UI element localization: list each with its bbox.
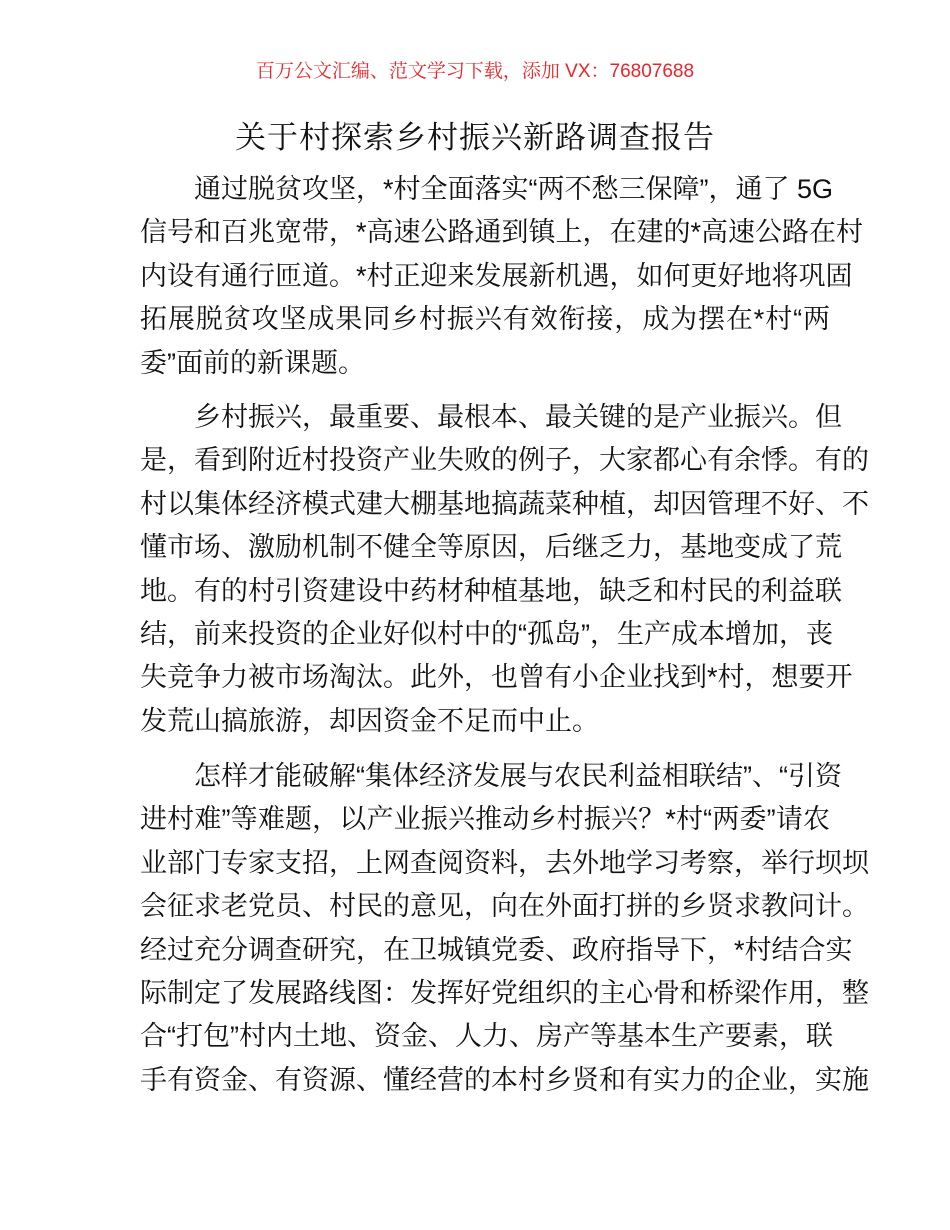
text-line: 际制定了发展路线图：发挥好党组织的主心骨和桥梁作用，整 bbox=[140, 977, 869, 1008]
text-line: 业部门专家支招，上网查阅资料，去外地学习考察，举行坝坝 bbox=[140, 847, 869, 878]
text-line: 村以集体经济模式建大棚基地搞蔬菜种植，却因管理不好、不 bbox=[140, 488, 869, 519]
text-line: 失竞争力被市场淘汰。此外，也曾有小企业找到*村，想要开 bbox=[140, 662, 853, 693]
text-line: 结，前来投资的企业好似村中的“孤岛”，生产成本增加，丧 bbox=[140, 618, 833, 649]
text-line: 懂市场、激励机制不健全等原因，后继乏力，基地变成了荒 bbox=[140, 532, 842, 563]
text-line: 拓展脱贫攻坚成果同乡村振兴有效衔接，成为摆在*村“两 bbox=[140, 304, 830, 335]
paragraph-2 bbox=[140, 396, 869, 743]
paragraph-3 bbox=[140, 755, 869, 1102]
text-line: 发荒山搞旅游，却因资金不足而中止。 bbox=[140, 705, 599, 736]
text-line: 乡村振兴，最重要、最根本、最关键的是产业振兴。但 bbox=[194, 402, 842, 432]
paragraph-1 bbox=[140, 168, 864, 385]
text-line: 经过充分调查研究，在卫城镇党委、政府指导下，*村结合实 bbox=[140, 934, 853, 965]
text-line: 会征求老党员、村民的意见，向在外面打拼的乡贤求教问计。 bbox=[140, 891, 869, 922]
text-line: 委”面前的新课题。 bbox=[140, 347, 365, 378]
text-line: 进村难”等难题，以产业振兴推动乡村振兴？*村“两委”请农 bbox=[140, 804, 830, 835]
text-line: 通过脱贫攻坚，*村全面落实“两不愁三保障”，通了 5G bbox=[194, 174, 834, 204]
text-line: 地。有的村引资建设中药材种植基地，缺乏和村民的利益联 bbox=[140, 575, 842, 606]
watermark-header: 百万公文汇编、范文学习下载，添加 VX：76807688 bbox=[255, 61, 695, 82]
text-line: 内设有通行匝道。*村正迎来发展新机遇，如何更好地将巩固 bbox=[140, 260, 853, 291]
text-line: 怎样才能破解“集体经济发展与农民利益相联结”、“引资 bbox=[194, 761, 842, 791]
text-line: 合“打包”村内土地、资金、人力、房产等基本生产要素，联 bbox=[140, 1021, 833, 1052]
document-title: 关于村探索乡村振兴新路调查报告 bbox=[235, 120, 715, 155]
text-line: 手有资金、有资源、懂经营的本村乡贤和有实力的企业，实施 bbox=[140, 1064, 869, 1095]
text-line: 是，看到附近村投资产业失败的例子，大家都心有余悸。有的 bbox=[140, 445, 869, 476]
text-line: 信号和百兆宽带，*高速公路通到镇上，在建的*高速公路在村 bbox=[140, 217, 864, 248]
